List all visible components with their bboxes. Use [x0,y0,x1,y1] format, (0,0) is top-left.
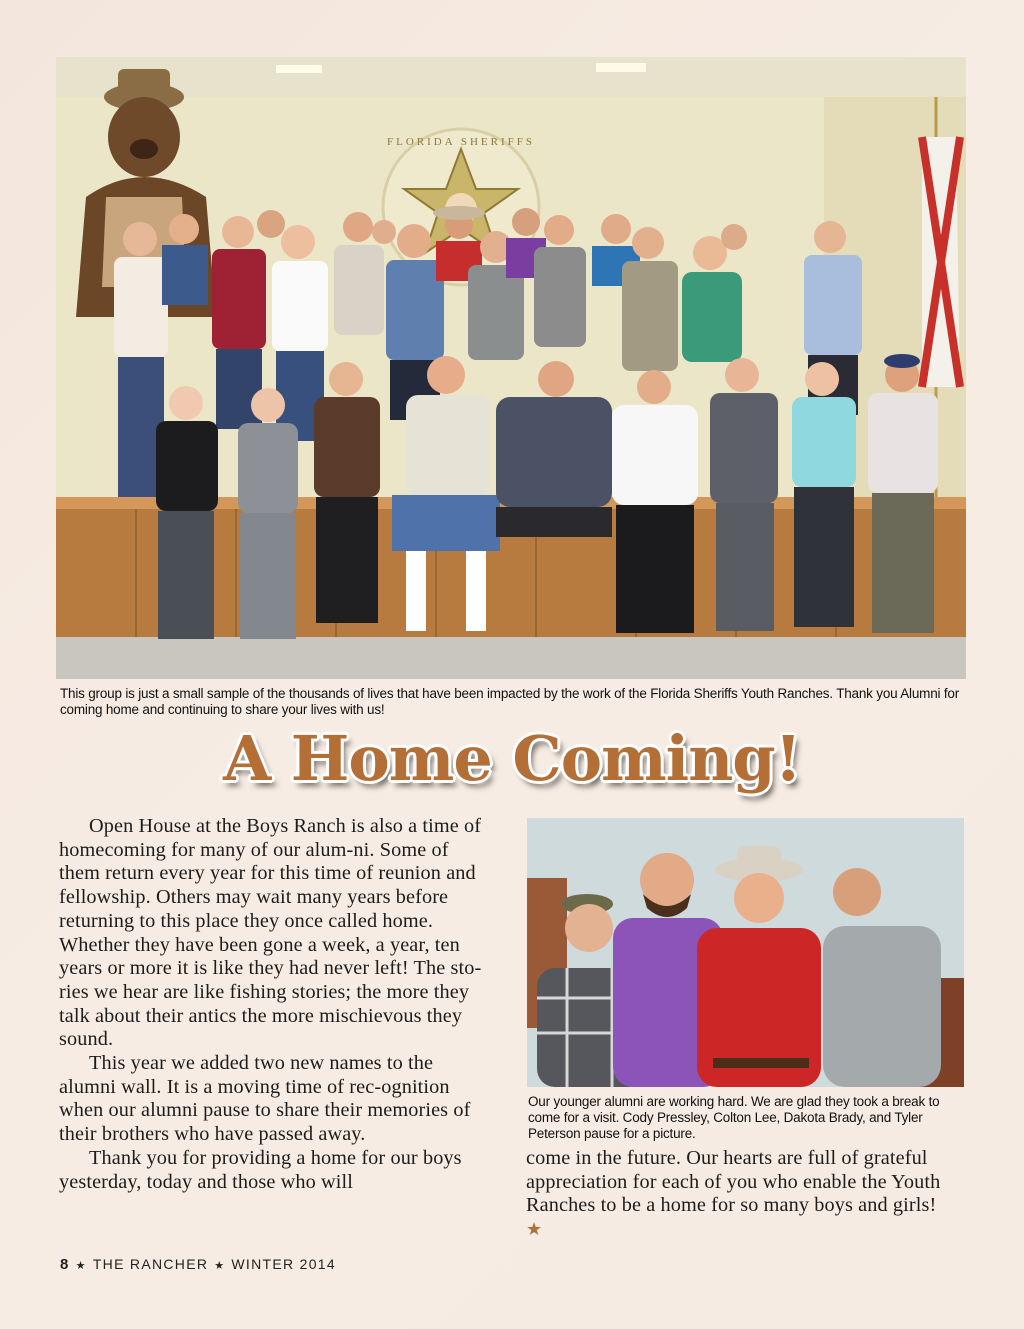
article-paragraph-1: Open House at the Boys Ranch is also a time of homecoming for many of our alum-ni. Some of them return every year for this time of reunion and fellowship. Others may wait many years before returning to this place they once called home. Whether they have been gone a week, a year, ten years or more it is like they had never left! The sto-ries we hear are like fishing stories; the more they talk about their antics the more mischievous they sound. [59,815,482,1051]
footer-star-icon-2: ★ [214,1260,226,1272]
article-paragraph-2: This year we added two new names to the alumni wall. It is a moving time of rec-ognition when our alumni pause to share their memories of their brothers who have passed away. [59,1052,471,1146]
article-closing-text: come in the future. Our hearts are full of grateful appreciation for each of you who enable the Youth Ranches to be a home for so many boys and girls! [526,1147,941,1217]
headline: A Home Coming! [223,722,801,795]
article-left-column [59,815,491,1194]
group-photo [56,57,966,679]
end-star-icon: ★ [526,1219,543,1240]
page-footer [60,1256,336,1273]
article-right-column [526,1147,956,1242]
footer-star-icon: ★ [75,1260,87,1272]
article-paragraph-3: Thank you for providing a home for our boys yesterday, today and those who will [59,1146,462,1193]
young-alumni-caption: Our younger alumni are working hard. We are glad they took a break to come for a visit. Cody Pressley, Colton Lee, Dakota Brady, and Tyler Peterson pause for a picture. [528,1094,940,1141]
issue-label: WINTER 2014 [231,1256,336,1272]
publication-name: THE RANCHER [92,1256,209,1272]
young-alumni-illustration [527,818,964,1087]
article-paragraph-continued [526,1147,956,1242]
group-photo-caption: This group is just a small sample of the thousands of lives that have been impacted by the work of the Florida Sheriffs Youth Ranches. Thank you Alumni for coming home and continuing to share your lives with us! [60,686,960,717]
young-alumni-photo [527,818,964,1087]
group-photo-illustration [56,57,966,679]
page-number: 8 [60,1256,70,1273]
seal-text: FLORIDA SHERIFFS [387,136,535,148]
